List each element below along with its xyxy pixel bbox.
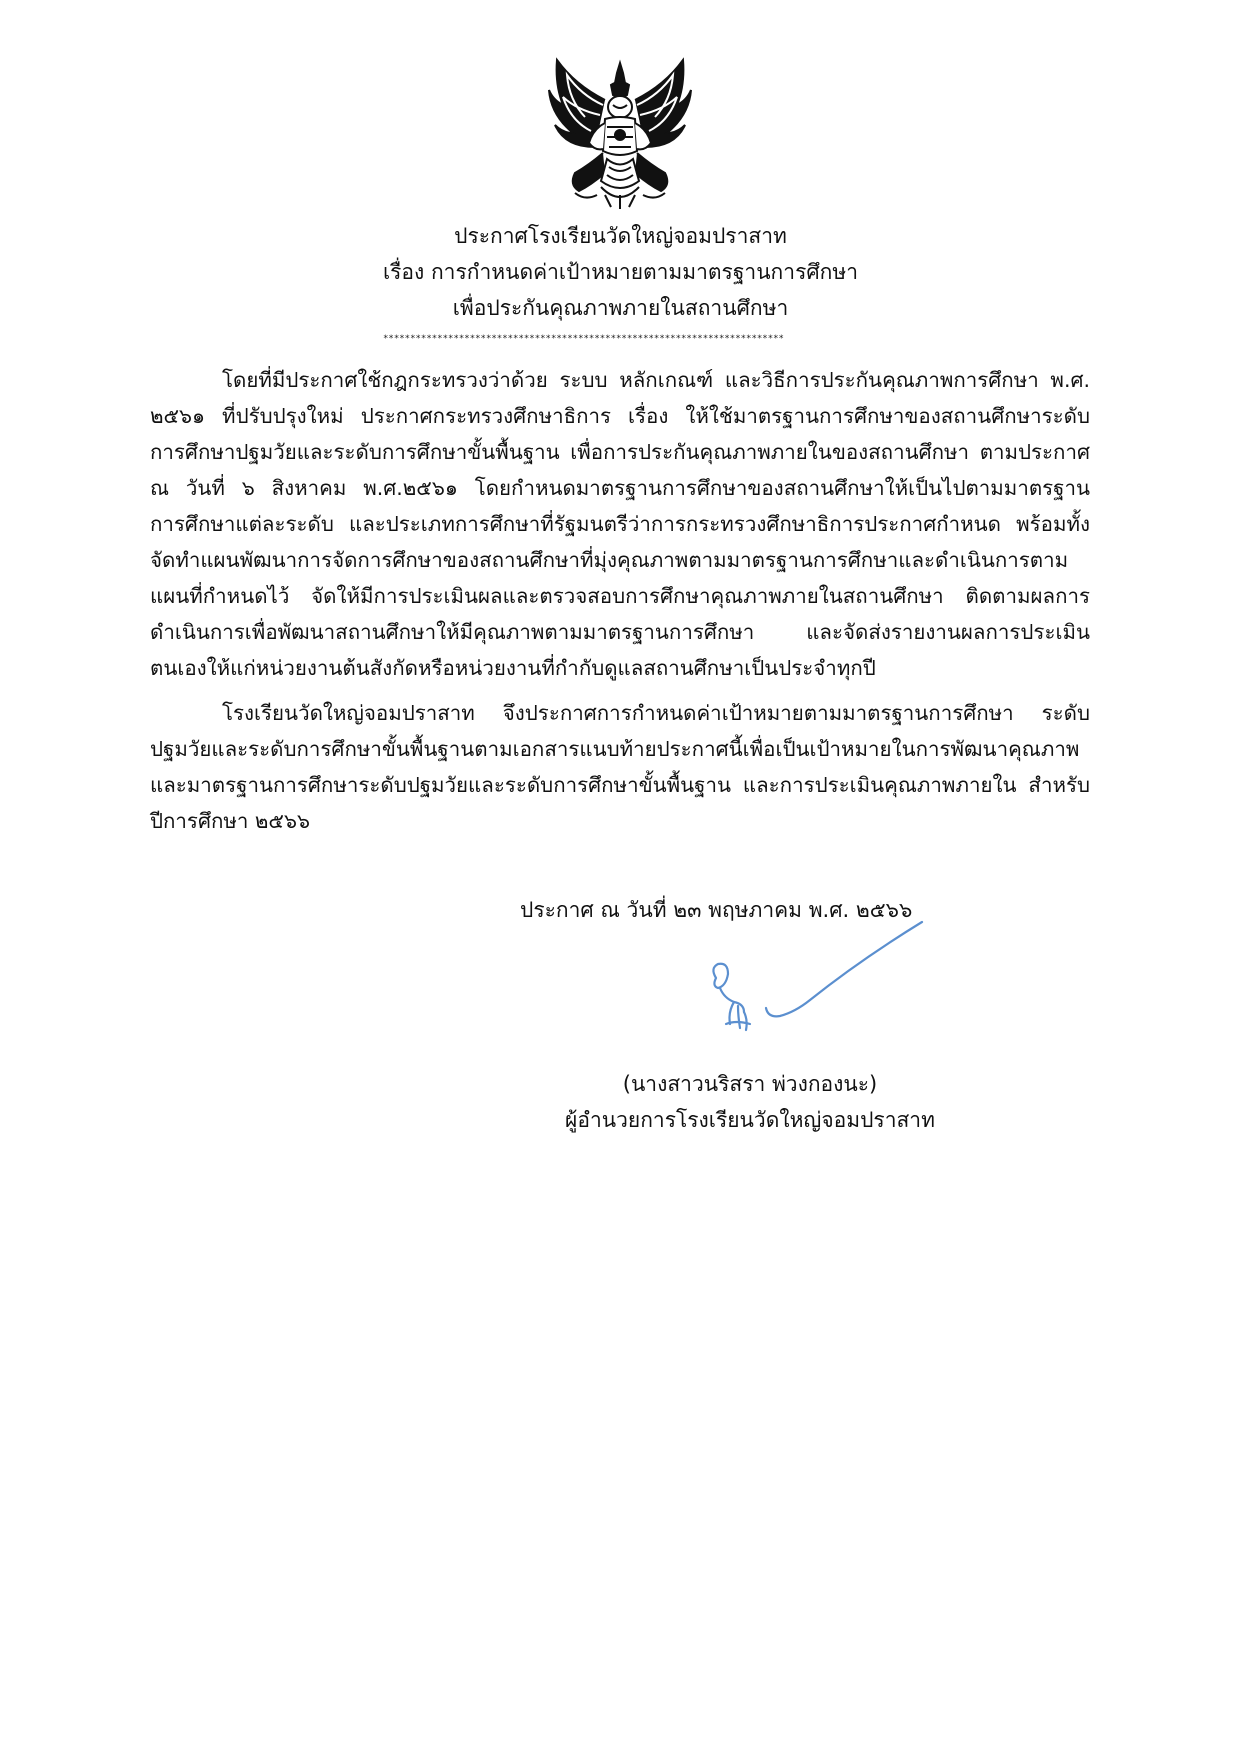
announcement-subject: เรื่อง การกำหนดค่าเป้าหมายตามมาตรฐานการศึกษา: [382, 260, 859, 284]
paragraph-1-line: การศึกษาปฐมวัยและระดับการศึกษาขั้นพื้นฐาน เพื่อการประกันคุณภาพภายในของสถานศึกษา ตามประกาศ: [150, 440, 1090, 464]
garuda-emblem-icon: [545, 55, 695, 210]
paragraph-2-line: ปฐมวัยและระดับการศึกษาขั้นพื้นฐานตามเอกสารแนบท้ายประกาศนี้เพื่อเป็นเป้าหมายในการพัฒนาคุณภาพ: [150, 737, 1080, 761]
paragraph-1-line: โดยที่มีประกาศใช้กฎกระทรวงว่าด้วย ระบบ หลักเกณฑ์ และวิธีการประกันคุณภาพการศึกษา พ.ศ.: [222, 368, 1090, 392]
paragraph-1-line: ตนเองให้แก่หน่วยงานต้นสังกัดหรือหน่วยงานที่กำกับดูแลสถานศึกษาเป็นประจำทุกปี: [150, 656, 876, 680]
announcement-header: [200, 218, 1041, 326]
paragraph-1-line: ๒๕๖๑ ที่ปรับปรุงใหม่ ประกาศกระทรวงศึกษาธิการ เรื่อง ให้ใช้มาตรฐานการศึกษาของสถานศึกษาระดับ: [150, 404, 1090, 428]
announcement-purpose: เพื่อประกันคุณภาพภายในสถานศึกษา: [452, 296, 789, 320]
signer-position: ผู้อำนวยการโรงเรียนวัดใหญ่จอมปราสาท: [565, 1108, 935, 1132]
announcement-date: ประกาศ ณ วันที่ ๒๓ พฤษภาคม พ.ศ. ๒๕๖๖: [520, 898, 913, 922]
paragraph-1-line: ดำเนินการเพื่อพัฒนาสถานศึกษาให้มีคุณภาพตามมาตรฐานการศึกษา และจัดส่งรายงานผลการประเมิน: [150, 620, 1090, 644]
paragraph-1-line: ณ วันที่ ๖ สิงหาคม พ.ศ.๒๕๖๑ โดยกำหนดมาตรฐานการศึกษาของสถานศึกษาให้เป็นไปตามมาตรฐาน: [150, 476, 1090, 500]
paragraph-1-line: แผนที่กำหนดไว้ จัดให้มีการประเมินผลและตรวจสอบการศึกษาคุณภาพภายในสถานศึกษา ติดตามผลการ: [150, 584, 1090, 608]
signature-icon: [700, 920, 930, 1060]
signer-name: (นางสาวนริสรา พ่วงกองนะ): [622, 1072, 878, 1096]
paragraph-2-line: โรงเรียนวัดใหญ่จอมปราสาท จึงประกาศการกำหนดค่าเป้าหมายตามมาตรฐานการศึกษา ระดับ: [222, 701, 1090, 725]
paragraph-1-line: การศึกษาแต่ละระดับ และประเภทการศึกษาที่รัฐมนตรีว่าการกระทรวงศึกษาธิการประกาศกำหนด พร้อมทั้ง: [150, 512, 1090, 536]
paragraph-2-line: ปีการศึกษา ๒๕๖๖: [150, 809, 310, 833]
paragraph-2-line: และมาตรฐานการศึกษาระดับปฐมวัยและระดับการศึกษาขั้นพื้นฐาน และการประเมินคุณภาพภายใน สำหรับ: [150, 773, 1090, 797]
paragraph-1-line: จัดทำแผนพัฒนาการจัดการศึกษาของสถานศึกษาที่มุ่งคุณภาพตามมาตรฐานการศึกษาและดำเนินการตาม: [150, 548, 1069, 572]
separator-stars: **************************************************************************: [383, 334, 784, 344]
announcement-title: ประกาศโรงเรียนวัดใหญ่จอมปราสาท: [454, 224, 787, 248]
